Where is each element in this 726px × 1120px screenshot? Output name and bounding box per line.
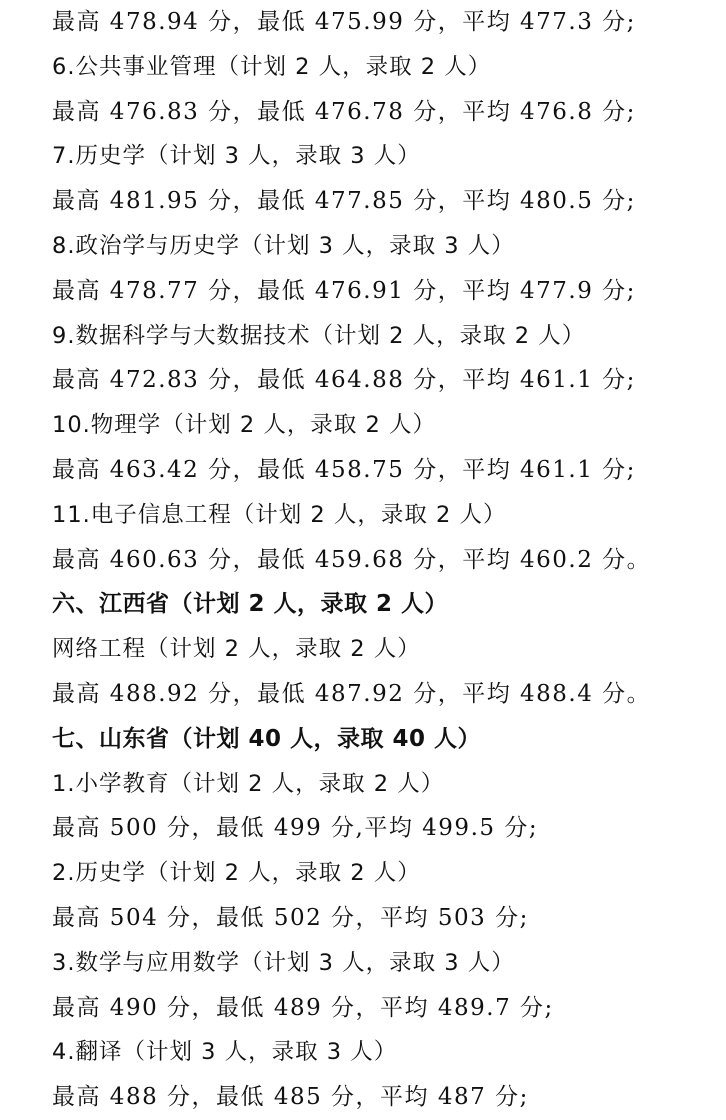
- major-heading: 9.数据科学与大数据技术（计划 2 人，录取 2 人）: [52, 322, 586, 349]
- score-line: 最高 500 分，最低 499 分,平均 499.5 分;: [52, 815, 539, 842]
- document-body: [52, 0, 722, 1120]
- score-line: 最高 481.95 分，最低 477.85 分，平均 480.5 分;: [52, 188, 636, 215]
- major-heading: 2.历史学（计划 2 人，录取 2 人）: [52, 860, 421, 887]
- major-heading: 3.数学与应用数学（计划 3 人，录取 3 人）: [52, 949, 515, 976]
- score-line: 最高 478.77 分，最低 476.91 分，平均 477.9 分;: [52, 277, 636, 304]
- major-heading: 4.翻译（计划 3 人，录取 3 人）: [52, 1039, 398, 1066]
- major-heading: 11.电子信息工程（计划 2 人，录取 2 人）: [52, 501, 507, 528]
- major-heading: 1.小学教育（计划 2 人，录取 2 人）: [52, 770, 445, 797]
- major-heading: 6.公共事业管理（计划 2 人，录取 2 人）: [52, 53, 492, 80]
- score-line: 最高 476.83 分，最低 476.78 分，平均 476.8 分;: [52, 98, 636, 125]
- major-heading: 网络工程（计划 2 人，录取 2 人）: [52, 636, 421, 663]
- score-line: 最高 460.63 分，最低 459.68 分，平均 460.2 分。: [52, 546, 652, 573]
- province-heading-jiangxi: 六、江西省（计划 2 人，录取 2 人）: [52, 591, 449, 618]
- score-line: 最高 478.94 分，最低 475.99 分，平均 477.3 分;: [52, 9, 636, 35]
- major-heading: 7.历史学（计划 3 人，录取 3 人）: [52, 143, 421, 170]
- score-line: 最高 472.83 分，最低 464.88 分，平均 461.1 分;: [52, 367, 636, 394]
- score-line: 最高 488.92 分，最低 487.92 分，平均 488.4 分。: [52, 680, 652, 707]
- province-heading-shandong: 七、山东省（计划 40 人，录取 40 人）: [52, 725, 482, 752]
- major-heading: 8.政治学与历史学（计划 3 人，录取 3 人）: [52, 232, 515, 259]
- score-line: 最高 488 分，最低 485 分，平均 487 分;: [52, 1084, 529, 1111]
- score-line: 最高 490 分，最低 489 分，平均 489.7 分;: [52, 994, 554, 1021]
- major-heading: 10.物理学（计划 2 人，录取 2 人）: [52, 412, 437, 439]
- score-line: 最高 463.42 分，最低 458.75 分，平均 461.1 分;: [52, 456, 636, 483]
- score-line: 最高 504 分，最低 502 分，平均 503 分;: [52, 904, 529, 931]
